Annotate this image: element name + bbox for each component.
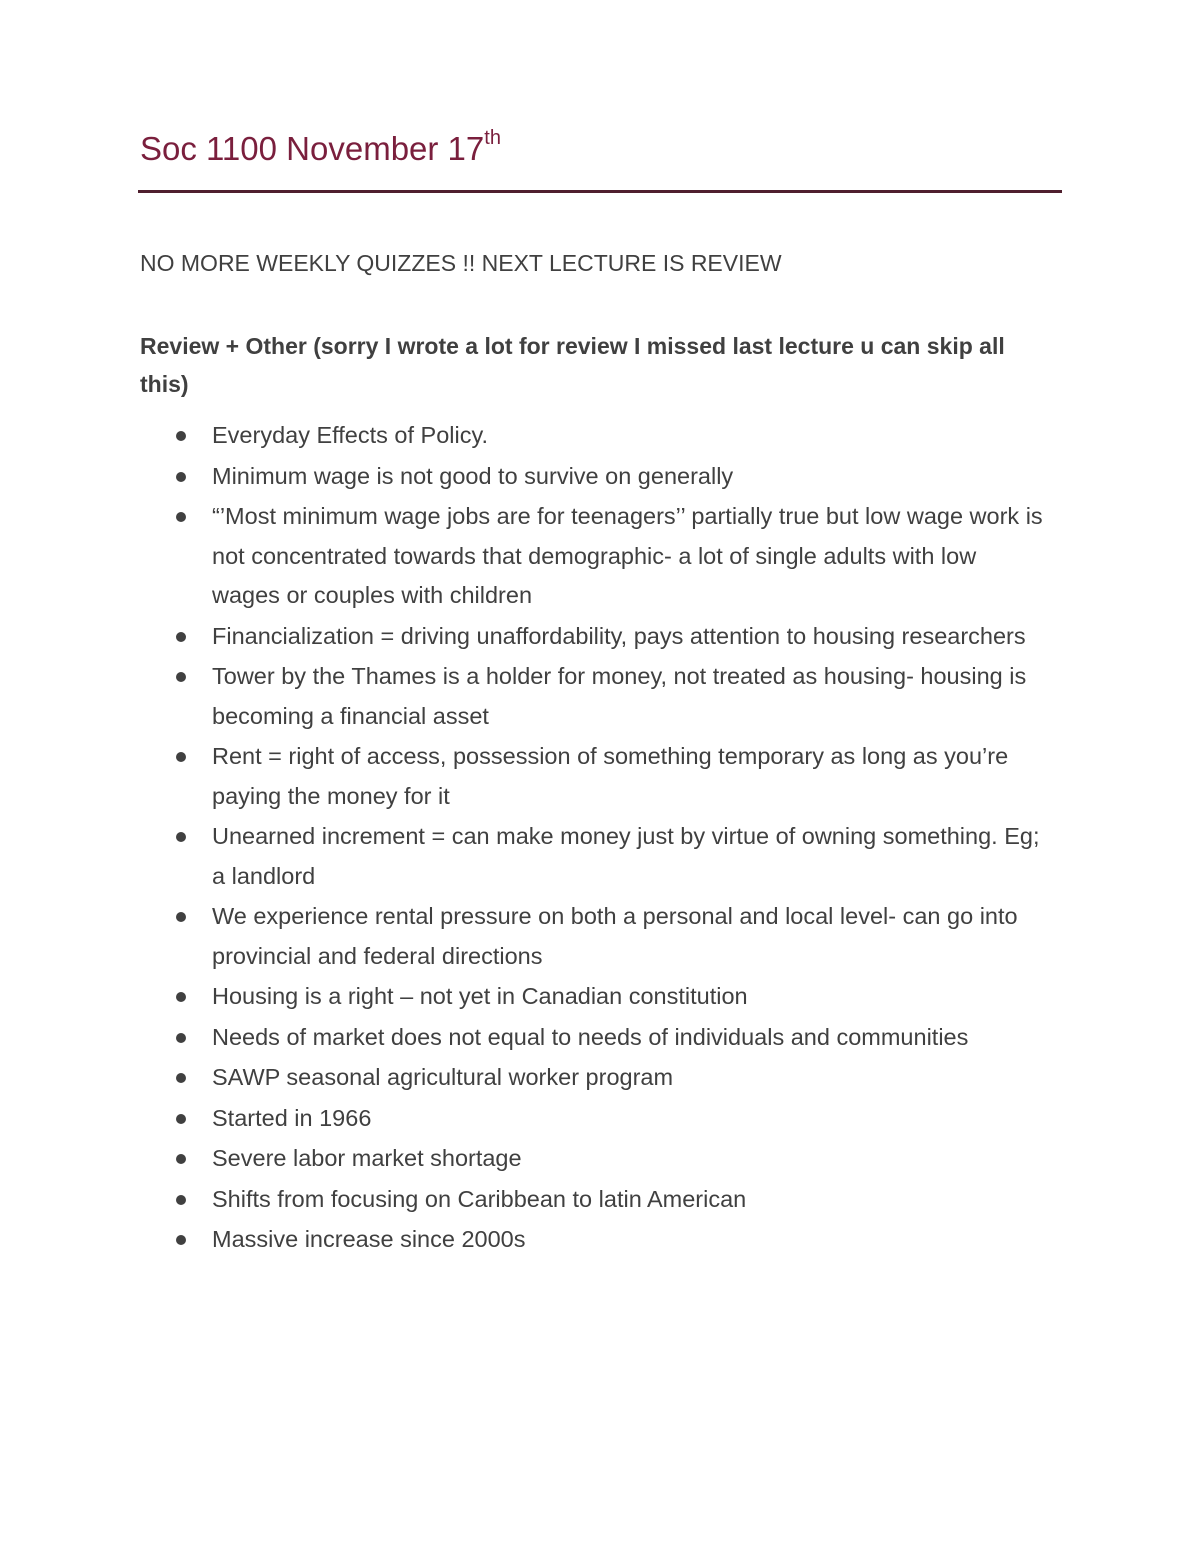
list-item — [140, 1139, 1050, 1179]
bullet-icon — [176, 1154, 186, 1164]
list-item-text: “’Most minimum wage jobs are for teenagers’’ partially true but low wage work is not concentrated towards that demographic- a lot of single adults with low wages or couples with children — [212, 503, 1043, 608]
bullet-icon — [176, 1235, 186, 1245]
page-title — [140, 118, 501, 173]
bullet-icon — [176, 832, 186, 842]
list-item-text: Unearned increment = can make money just by virtue of owning something. Eg; a landlord — [212, 823, 1040, 889]
list-item-text: Financialization = driving unaffordability, pays attention to housing researchers — [212, 622, 1026, 649]
list-item-text: Massive increase since 2000s — [212, 1226, 526, 1252]
title-divider — [138, 190, 1062, 193]
bullet-icon — [176, 912, 186, 922]
list-item-text: Started in 1966 — [212, 1104, 372, 1131]
list-item-text: Needs of market does not equal to needs of individuals and communities — [212, 1023, 969, 1050]
list-item-text: Rent = right of access, possession of something temporary as long as you’re paying the money for it — [212, 743, 1009, 809]
bullet-icon — [176, 431, 186, 441]
bullet-icon — [176, 752, 186, 762]
section-heading: Review + Other (sorry I wrote a lot for review I missed last lecture u can skip all this) — [140, 333, 1005, 397]
list-item-text: Housing is a right – not yet in Canadian constitution — [212, 983, 748, 1009]
list-item-text: SAWP seasonal agricultural worker program — [212, 1064, 674, 1090]
bullet-icon — [176, 1073, 186, 1083]
list-item-text: Tower by the Thames is a holder for money, not treated as housing- housing is becoming a financial asset — [212, 663, 1027, 729]
list-item — [140, 1220, 1050, 1260]
bullet-icon — [176, 512, 186, 522]
list-item — [140, 416, 1050, 456]
list-item — [140, 897, 1050, 976]
list-item — [140, 1018, 1050, 1058]
list-item — [140, 457, 1050, 497]
page-title-superscript: th — [484, 127, 501, 149]
bullet-icon — [176, 992, 186, 1002]
list-item-text: Everyday Effects of Policy. — [212, 422, 489, 448]
bullet-icon — [176, 632, 186, 642]
page-title-text: Soc 1100 November 17 — [140, 130, 485, 167]
list-item — [140, 817, 1050, 896]
bullet-icon — [176, 472, 186, 482]
list-item — [140, 737, 1050, 816]
list-item — [140, 617, 1050, 657]
bullet-list — [140, 416, 1050, 1261]
list-item — [140, 977, 1050, 1017]
bullet-icon — [176, 672, 186, 682]
list-item — [140, 497, 1050, 616]
list-item-text: We experience rental pressure on both a personal and local level- can go into provincial and federal directions — [212, 903, 1018, 969]
announcement-text: NO MORE WEEKLY QUIZZES !! NEXT LECTURE IS REVIEW — [140, 250, 782, 276]
list-item-text: Severe labor market shortage — [212, 1145, 522, 1171]
list-item — [140, 1180, 1050, 1220]
bullet-icon — [176, 1114, 186, 1124]
bullet-icon — [176, 1033, 186, 1043]
bullet-icon — [176, 1195, 186, 1205]
list-item — [140, 657, 1050, 736]
list-item — [140, 1099, 1050, 1139]
list-item-text: Minimum wage is not good to survive on generally — [212, 462, 734, 489]
list-item-text: Shifts from focusing on Caribbean to latin American — [212, 1185, 747, 1212]
list-item — [140, 1058, 1050, 1098]
